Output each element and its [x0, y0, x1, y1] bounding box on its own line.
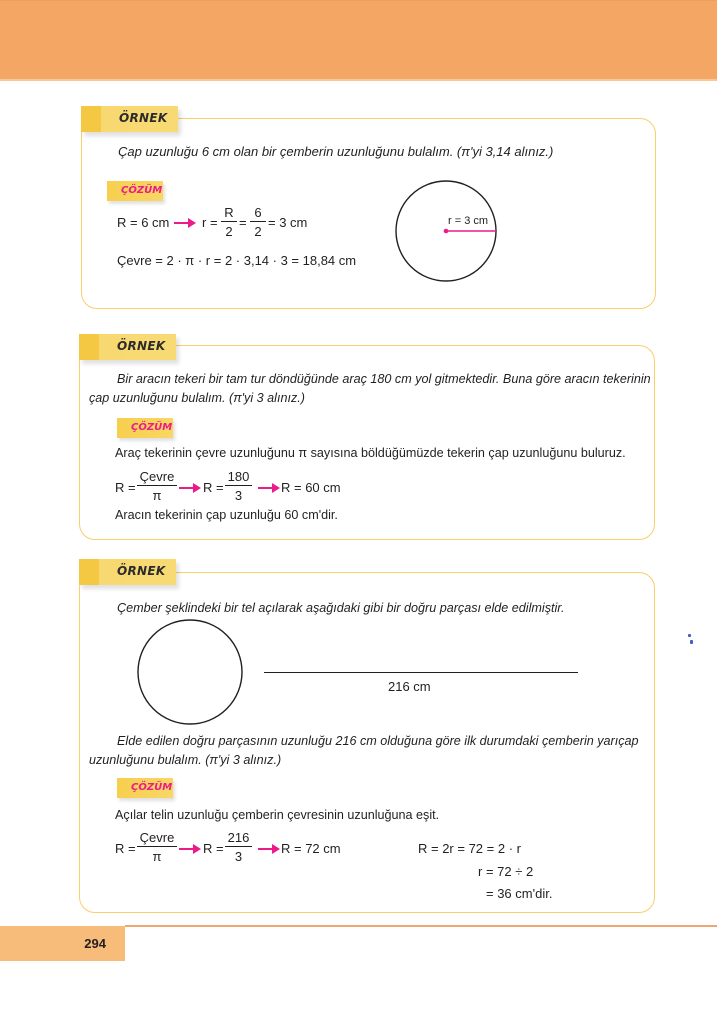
example-3-question-line1: Elde edilen doğru parçasının uzunluğu 216 cm olduğuna göre ilk durumdaki çemberin yarıçap [117, 734, 639, 748]
radius-result: = 3 cm [268, 215, 308, 230]
side-calc-line1: R = 2r = 72 = 2 · r [418, 841, 521, 856]
solution-tag-3 [117, 778, 173, 798]
example-tag-2 [79, 334, 176, 360]
fraction-cevre-over-pi: Çevre π [137, 830, 177, 864]
side-calc-line2: r = 72 ÷ 2 [478, 864, 534, 879]
arrow-icon [258, 844, 280, 854]
r-equals: R = [203, 480, 224, 495]
r-equals: R = [203, 841, 224, 856]
arrow-icon [174, 218, 196, 228]
example-2-question-line2: çap uzunluğunu bulalım. (π'yi 3 alınız.) [89, 391, 305, 405]
example-tag-1 [81, 106, 178, 132]
solution-tag-label: ÇÖZÜM [131, 782, 173, 793]
example-tag-label: ÖRNEK [117, 339, 166, 353]
circumference-calc: Çevre = 2 · π · r = 2 · 3,14 · 3 = 18,84 cm [117, 253, 357, 268]
side-calc-line3: = 36 cm'dir. [486, 886, 553, 901]
r-equals: R = [115, 480, 136, 495]
example-tag-3 [79, 559, 176, 585]
page-number: 294 [84, 936, 106, 951]
circle-figure-2 [136, 619, 246, 727]
example-2-explanation: Araç tekerinin çevre uzunluğunu π sayısına böldüğümüzde tekerin çap uzunluğunu buluruz. [115, 446, 626, 460]
example-2-conclusion: Aracın tekerinin çap uzunluğu 60 cm'dir. [115, 508, 338, 522]
solution-tag-2 [117, 418, 173, 438]
fraction-180-over-3: $\frac{180}{3}$ [225, 469, 252, 503]
diameter-result: R = 72 cm [281, 841, 341, 856]
page-number-box [0, 926, 125, 961]
line-segment [264, 672, 578, 673]
example-3-intro: Çember şeklindeki bir tel açılarak aşağıdaki gibi bir doğru parçası elde edilmiştir. [117, 601, 565, 615]
solution-tag-label: ÇÖZÜM [121, 185, 163, 196]
stray-mark [688, 634, 691, 637]
diameter-result: R = 60 cm [281, 480, 341, 495]
example-3-question-line2: uzunluğunu bulalım. (π'yi 3 alınız.) [89, 753, 282, 767]
radius-label: r = 3 cm [448, 215, 489, 227]
circle-figure-1 [393, 179, 499, 285]
example-3-explanation: Açılar telin uzunluğu çemberin çevresinin uzunluğuna eşit. [115, 808, 440, 822]
r-equals: r = [202, 215, 218, 230]
fraction-cevre-over-pi: Çevre π [137, 469, 177, 503]
arrow-icon [179, 844, 201, 854]
r-equals: R = [115, 841, 136, 856]
example-tag-label: ÖRNEK [119, 111, 168, 125]
footer-divider [125, 925, 717, 927]
header-band [0, 0, 717, 81]
solution-tag-label: ÇÖZÜM [131, 422, 173, 433]
example-2-question-line1: Bir aracın tekeri bir tam tur döndüğünde araç 180 cm yol gitmektedir. Buna göre aracın tekerinin [117, 372, 651, 386]
segment-length-label: 216 cm [388, 679, 431, 694]
example-1-question: Çap uzunluğu 6 cm olan bir çemberin uzunluğunu bulalım. (π'yi 3,14 alınız.) [118, 144, 554, 159]
arrow-icon [179, 483, 201, 493]
arrow-icon [258, 483, 280, 493]
stray-mark [690, 640, 693, 644]
solution-tag-1 [107, 181, 163, 201]
example-tag-label: ÖRNEK [117, 564, 166, 578]
radius-given: R = 6 cm [117, 215, 170, 230]
fraction-6-over-2: $\frac{6}{2}$ [250, 205, 266, 239]
fraction-216-over-3: $\frac{216}{3}$ [225, 830, 252, 864]
fraction-r-over-2: $\frac{R}{2}$ [221, 205, 237, 239]
equals-sign: = [239, 215, 247, 230]
